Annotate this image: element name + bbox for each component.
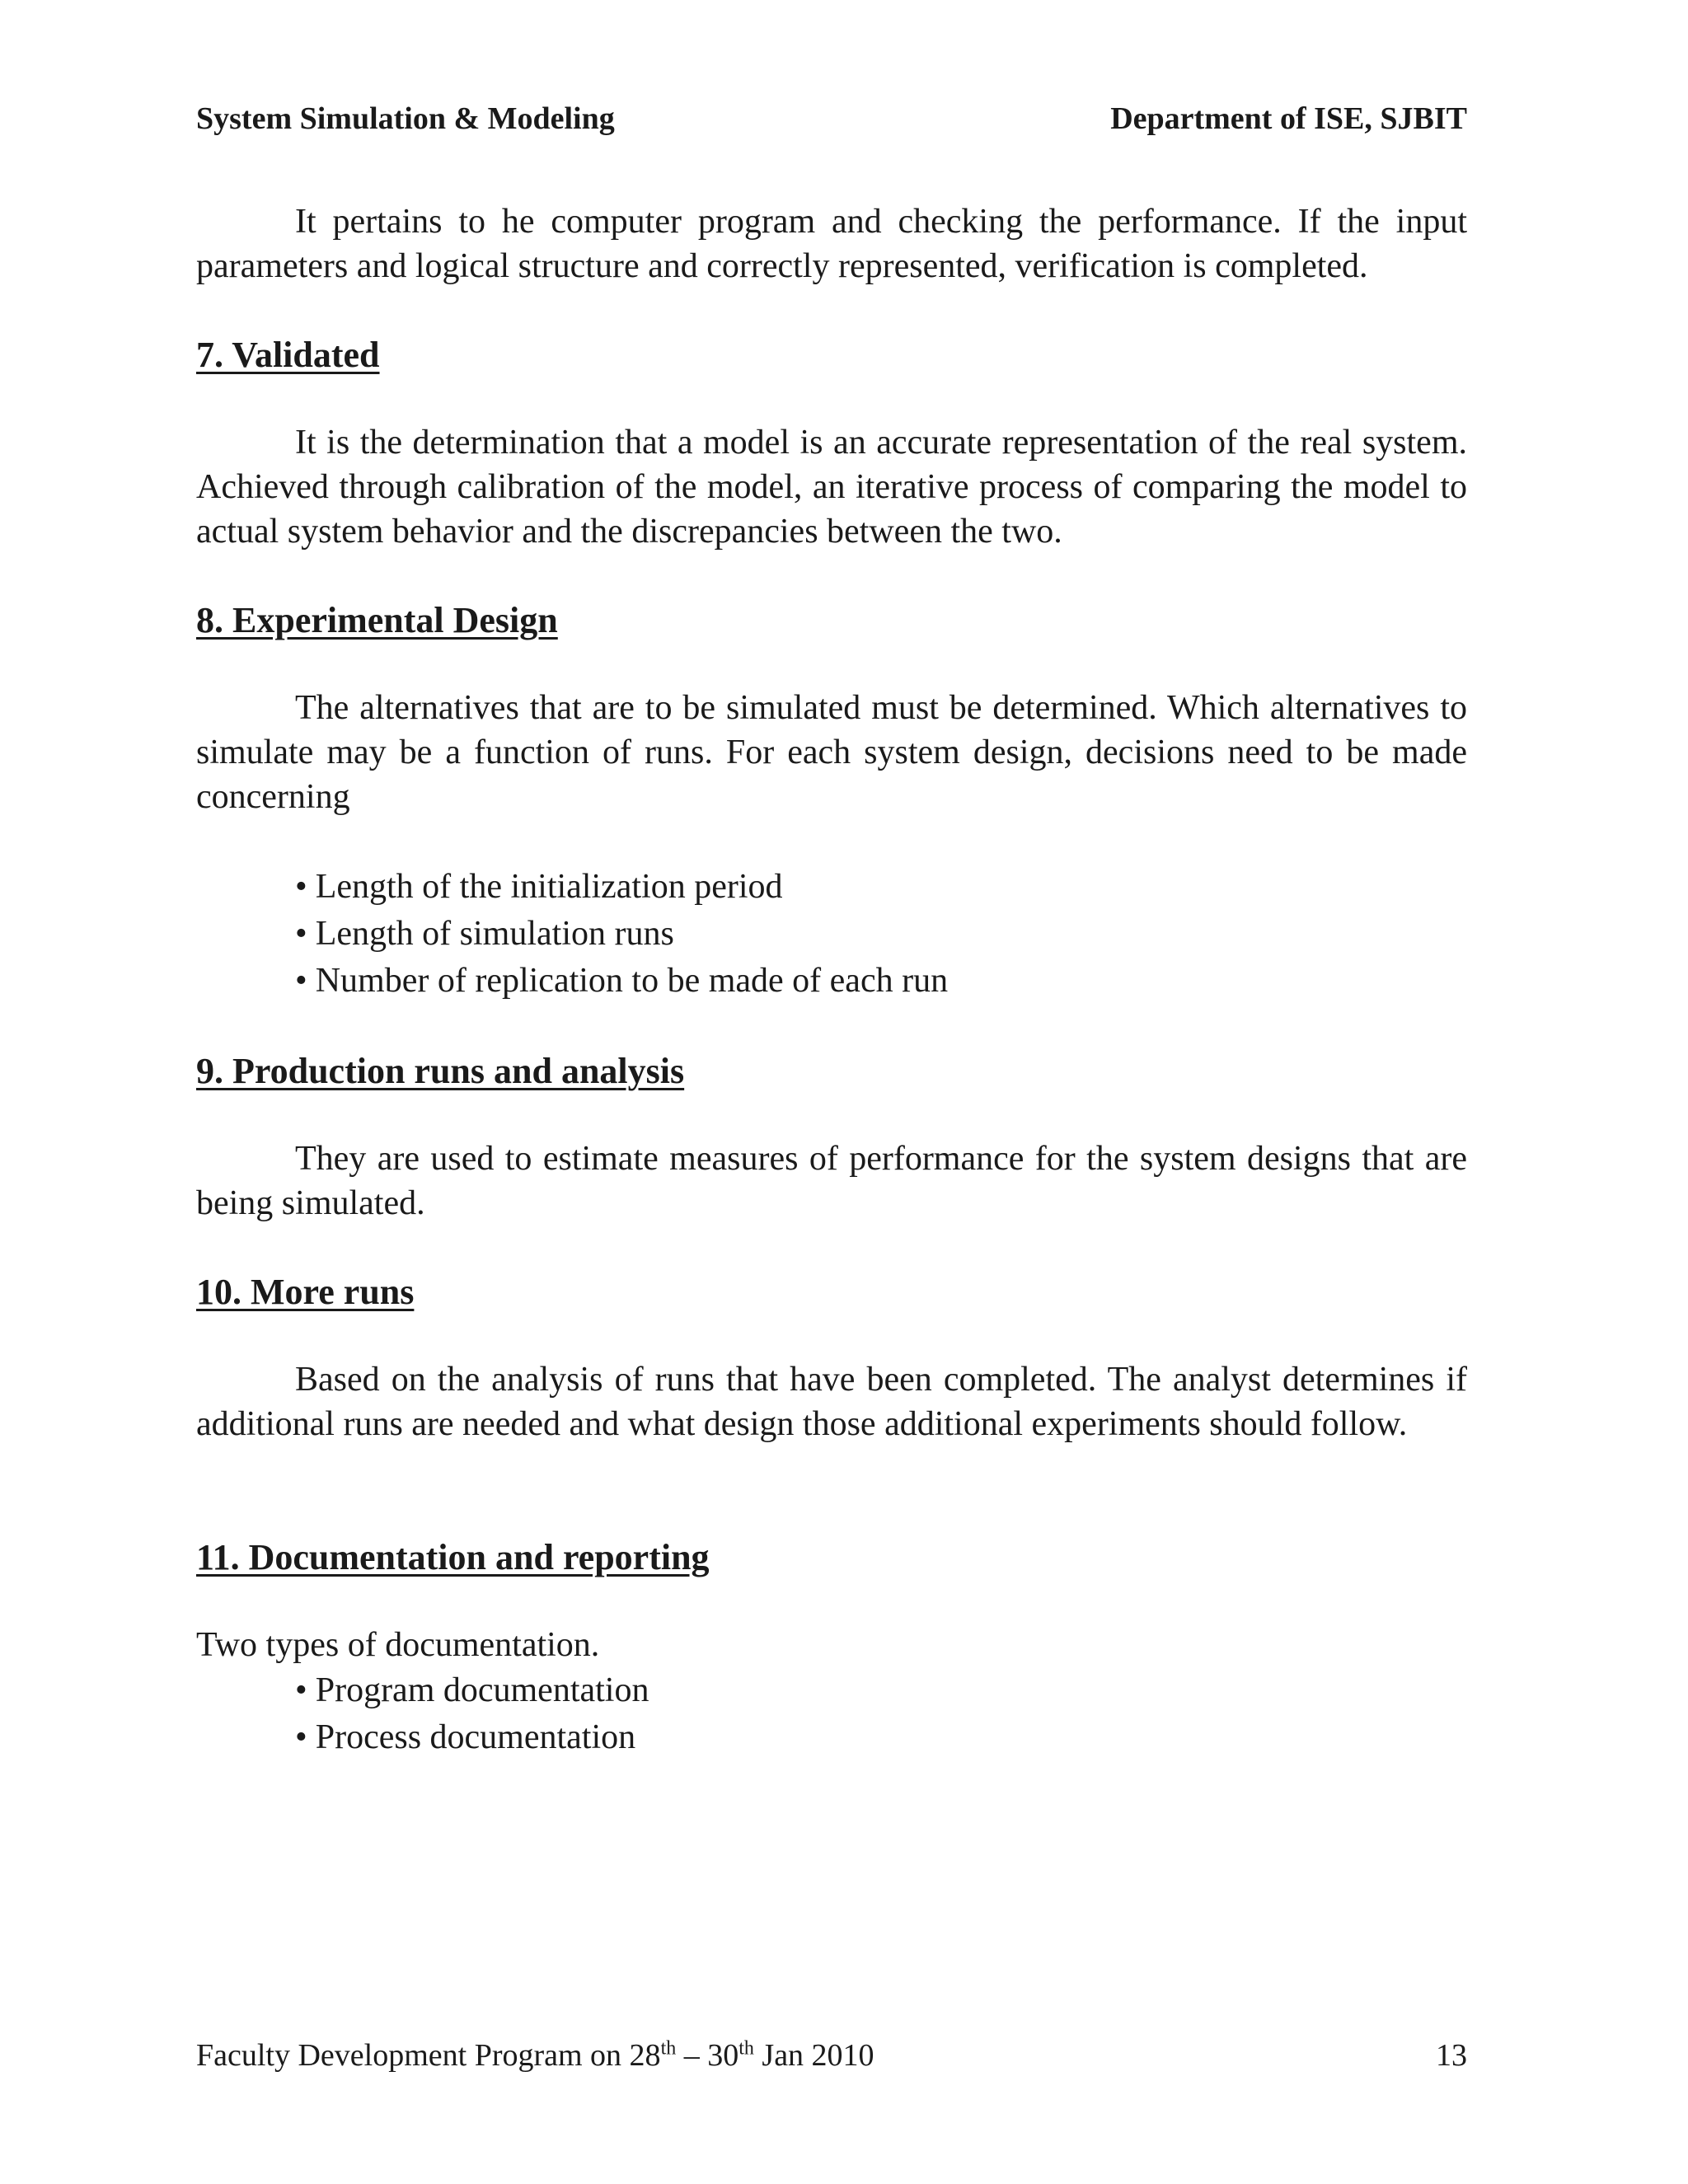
- section-heading-more-runs: 10. More runs: [196, 1272, 415, 1312]
- page-content: [196, 199, 1467, 1761]
- bullet-list-experimental-design: [196, 864, 1467, 1005]
- bullet-item: • Number of replication to be made of each run: [295, 958, 1467, 1005]
- section-heading-documentation: 11. Documentation and reporting: [196, 1537, 710, 1577]
- section-heading-validated: 7. Validated: [196, 335, 380, 375]
- section-paragraph-documentation: Two types of documentation.: [196, 1626, 600, 1664]
- header-department: Department of ISE, SJBIT: [1110, 101, 1467, 136]
- footer-program-info: [196, 2036, 874, 2075]
- intro-paragraph: It pertains to he computer program and checking the performance. If the input parameters and logical structure and correctly represented, verification is completed.: [196, 203, 1467, 285]
- footer-suffix: Jan 2010: [753, 2038, 874, 2073]
- bullet-item: • Length of the initialization period: [295, 864, 1467, 911]
- bullet-item: • Process documentation: [295, 1714, 1467, 1761]
- bullet-list-documentation: [196, 1667, 1467, 1761]
- footer-sup-2: th: [738, 2037, 754, 2060]
- section-heading-production-runs: 9. Production runs and analysis: [196, 1051, 685, 1091]
- footer-sup-1: th: [660, 2037, 677, 2060]
- bullet-item: • Length of simulation runs: [295, 911, 1467, 958]
- footer-dash: – 30: [676, 2038, 739, 2073]
- page-footer: [196, 2036, 1467, 2075]
- section-paragraph-production-runs: They are used to estimate measures of performance for the system designs that are being simulated.: [196, 1140, 1467, 1222]
- section-paragraph-experimental-design: The alternatives that are to be simulated must be determined. Which alternatives to simulate may be a function of runs. For each system design, decisions need to be made concerning: [196, 689, 1467, 816]
- page-header: [196, 99, 1467, 138]
- header-course-title: System Simulation & Modeling: [196, 101, 615, 136]
- section-heading-experimental-design: 8. Experimental Design: [196, 600, 558, 640]
- section-paragraph-more-runs: Based on the analysis of runs that have been completed. The analyst determines if additional runs are needed and what design those additional experiments should follow.: [196, 1361, 1467, 1443]
- section-paragraph-validated: It is the determination that a model is an accurate representation of the real system. Achieved through calibration of the model, an iterative process of comparing the model to actual system behavior and the discrepancies between the two.: [196, 424, 1467, 551]
- bullet-item: • Program documentation: [295, 1667, 1467, 1714]
- footer-prefix: Faculty Development Program on 28: [196, 2038, 661, 2073]
- page-number: 13: [1436, 2038, 1467, 2073]
